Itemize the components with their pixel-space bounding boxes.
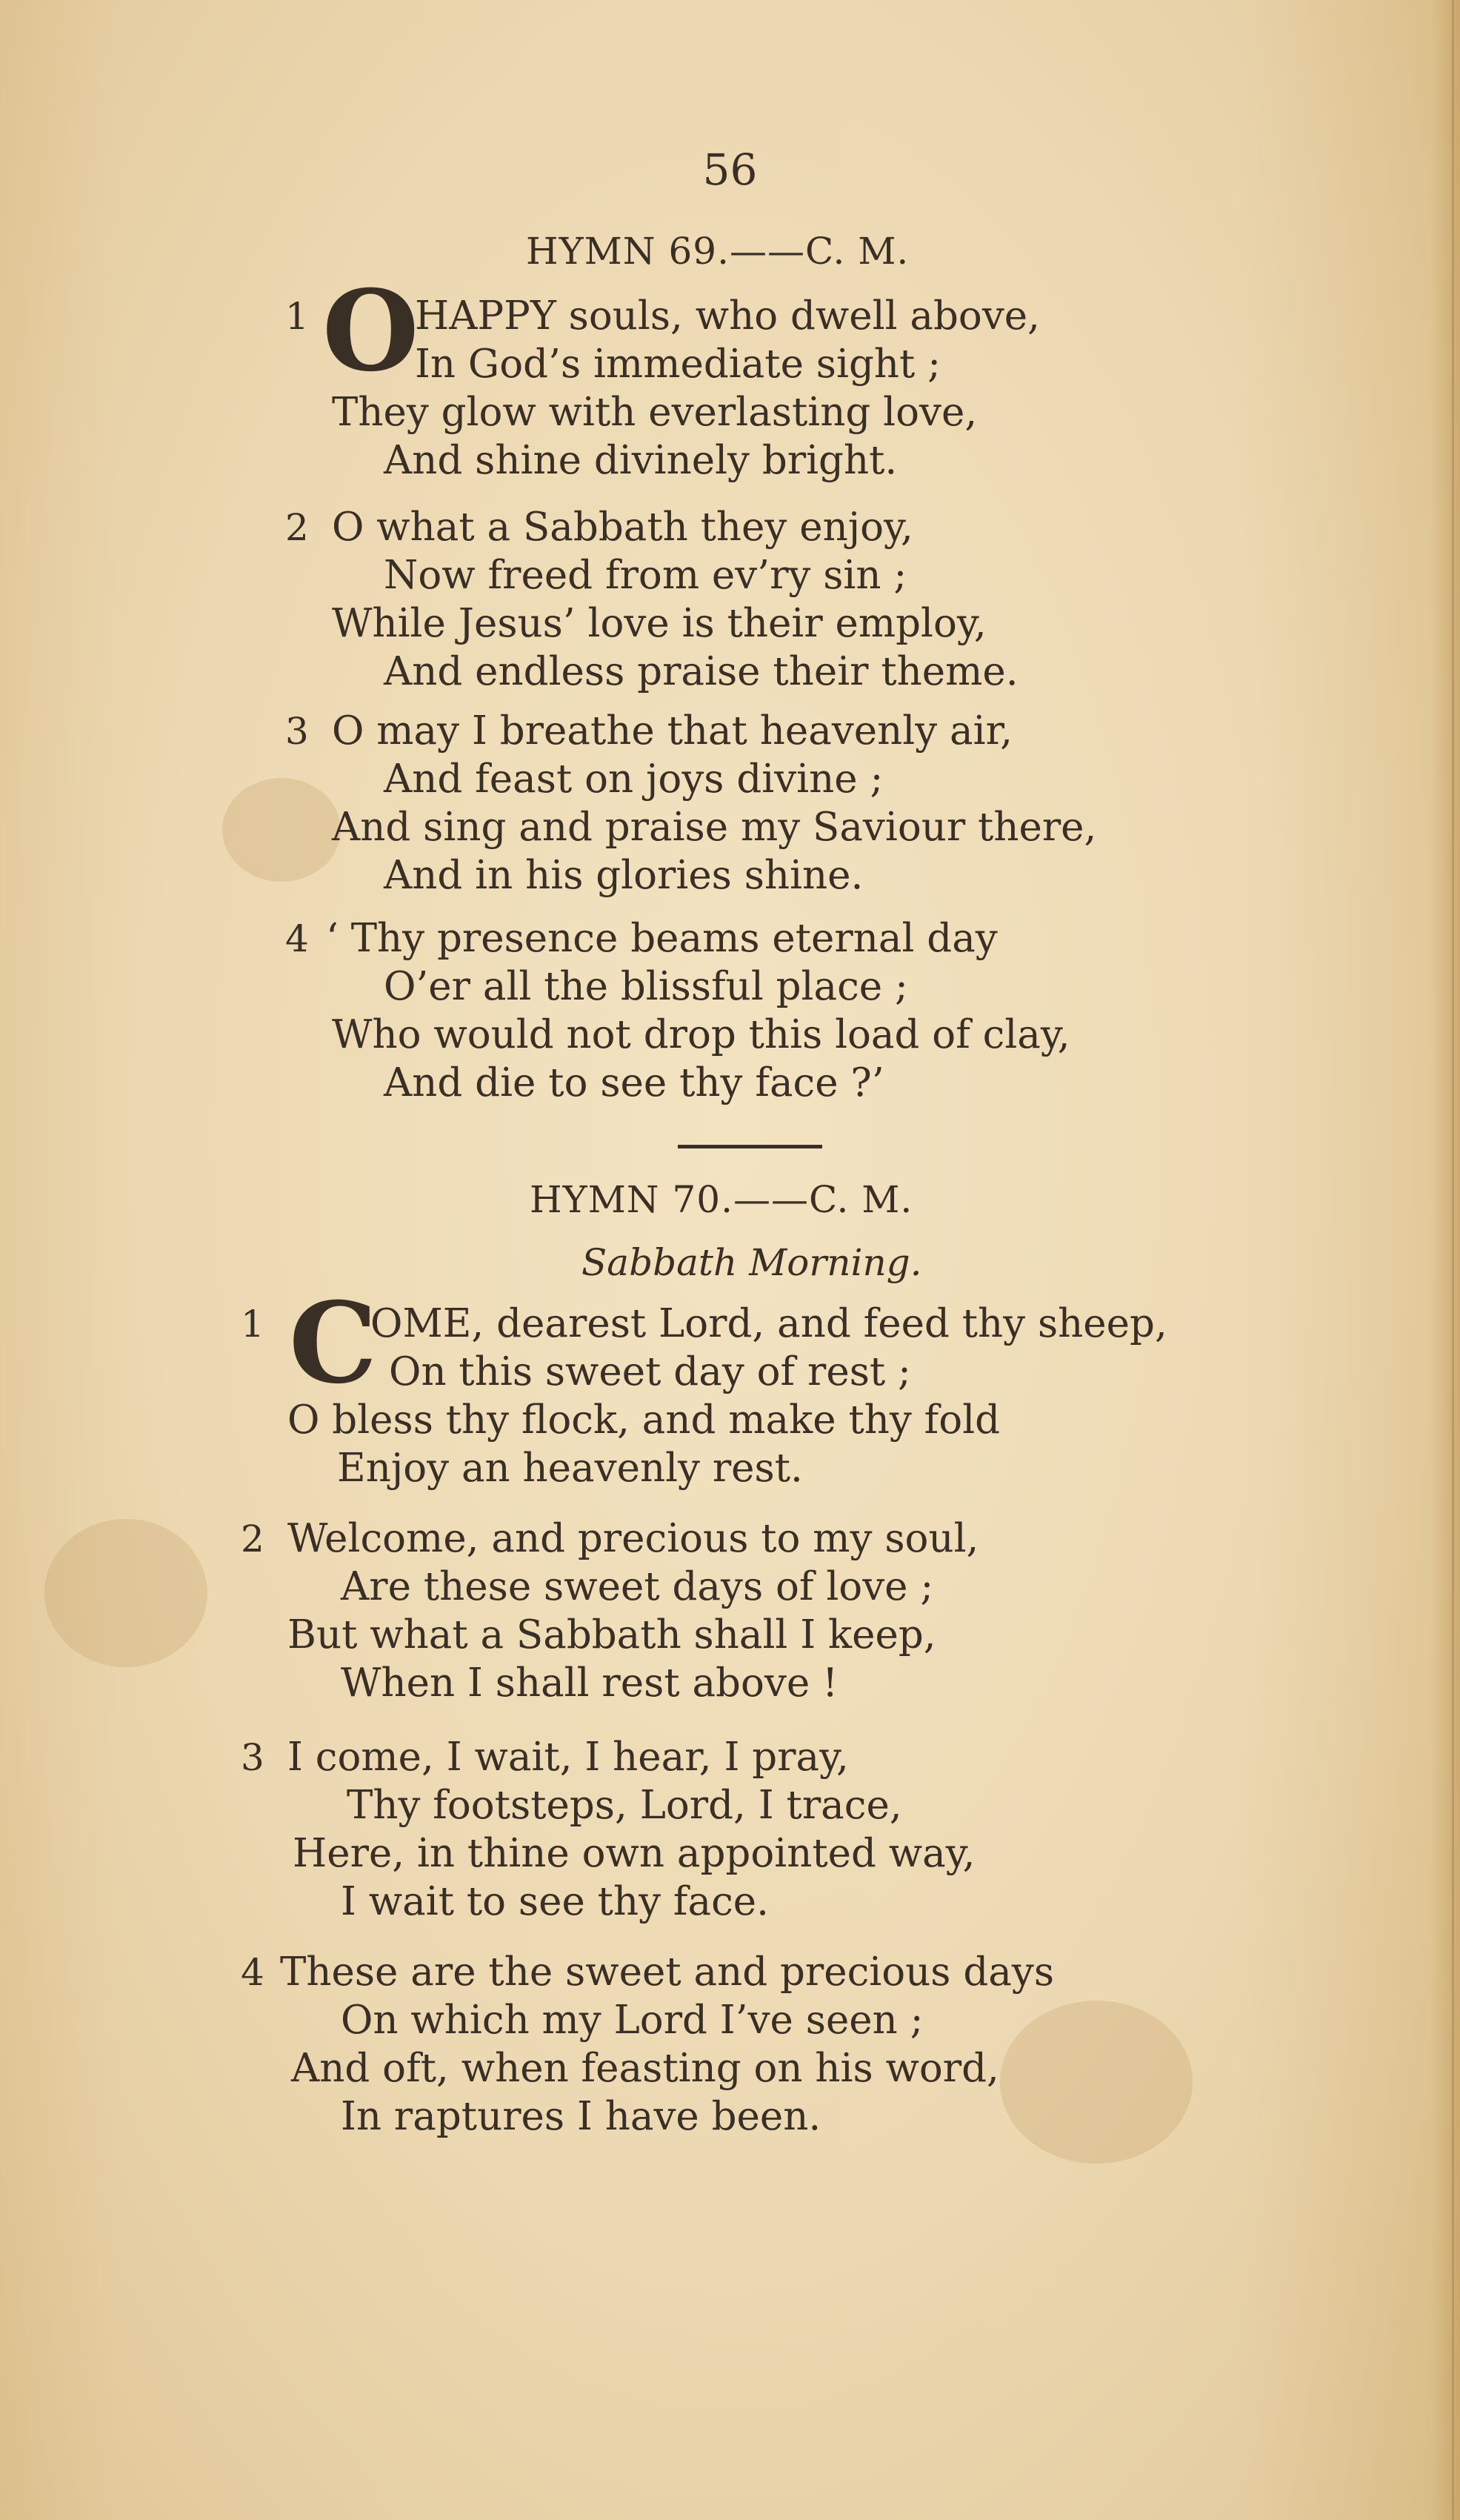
verse-number: 1 bbox=[285, 295, 309, 338]
paper-stain bbox=[1000, 2001, 1193, 2164]
verse-number: 2 bbox=[241, 1517, 264, 1560]
hymn-line: On this sweet day of rest ; bbox=[389, 1349, 911, 1394]
hymn-line: And endless praise their theme. bbox=[384, 649, 1019, 694]
hymn-69-heading: HYMN 69.——C. M. bbox=[526, 230, 910, 273]
hymn-line: Thy footsteps, Lord, I trace, bbox=[347, 1783, 902, 1828]
hymn-line: In God’s immediate sight ; bbox=[415, 342, 941, 387]
hymn-line: OME, dearest Lord, and feed thy sheep, bbox=[370, 1301, 1167, 1346]
hymn-line: Who would not drop this load of clay, bbox=[332, 1012, 1070, 1057]
hymn-line: In raptures I have been. bbox=[341, 2094, 821, 2139]
section-divider bbox=[678, 1145, 822, 1148]
hymn-line: Enjoy an heavenly rest. bbox=[337, 1446, 803, 1491]
verse-number: 4 bbox=[285, 917, 309, 960]
hymn-line: On which my Lord I’ve seen ; bbox=[341, 1998, 924, 2043]
hymn-line: These are the sweet and precious days bbox=[280, 1949, 1055, 1995]
hymn-line: While Jesus’ love is their employ, bbox=[332, 601, 987, 646]
hymn-line: Welcome, and precious to my soul, bbox=[287, 1516, 979, 1561]
hymn-subtitle: Sabbath Morning. bbox=[581, 1241, 922, 1284]
hymn-line: Here, in thine own appointed way, bbox=[293, 1831, 976, 1876]
drop-cap: C bbox=[289, 1278, 378, 1409]
hymn-line: I come, I wait, I hear, I pray, bbox=[287, 1735, 849, 1780]
hymn-line: I wait to see thy face. bbox=[341, 1879, 770, 1924]
hymn-line: ‘ Thy presence beams eternal day bbox=[326, 916, 998, 961]
verse-number: 1 bbox=[241, 1303, 264, 1346]
paper-stain bbox=[44, 1519, 207, 1667]
hymn-line: O’er all the blissful place ; bbox=[384, 964, 908, 1009]
verse-number: 3 bbox=[241, 1736, 264, 1779]
hymn-line: And shine divinely bright. bbox=[384, 438, 898, 483]
page-number: 56 bbox=[702, 144, 758, 195]
hymn-line: Now freed from ev’ry sin ; bbox=[384, 553, 907, 598]
hymn-line: HAPPY souls, who dwell above, bbox=[415, 293, 1040, 339]
hymn-line: And oft, when feasting on his word, bbox=[291, 2046, 999, 2091]
hymn-line: O may I breathe that heavenly air, bbox=[332, 708, 1013, 754]
verse-number: 2 bbox=[285, 506, 309, 549]
verse-number: 4 bbox=[241, 1951, 264, 1994]
hymn-line: When I shall rest above ! bbox=[341, 1660, 839, 1706]
paper-stain bbox=[222, 778, 341, 882]
verse-number: 3 bbox=[285, 710, 309, 753]
hymn-line: And sing and praise my Saviour there, bbox=[332, 805, 1097, 850]
hymn-line: And in his glories shine. bbox=[384, 853, 864, 898]
hymn-line: O what a Sabbath they enjoy, bbox=[332, 505, 913, 550]
hymn-line: And die to see thy face ?’ bbox=[384, 1060, 884, 1106]
drop-cap: O bbox=[322, 266, 419, 396]
page-edge bbox=[1430, 0, 1460, 2520]
hymn-line: Are these sweet days of love ; bbox=[341, 1564, 934, 1609]
hymn-70-heading: HYMN 70.——C. M. bbox=[530, 1178, 913, 1221]
hymn-line: They glow with everlasting love, bbox=[332, 390, 978, 435]
hymn-line: O bless thy flock, and make thy fold bbox=[287, 1397, 1001, 1443]
hymn-line: And feast on joys divine ; bbox=[384, 757, 884, 802]
hymn-line: But what a Sabbath shall I keep, bbox=[287, 1612, 936, 1658]
